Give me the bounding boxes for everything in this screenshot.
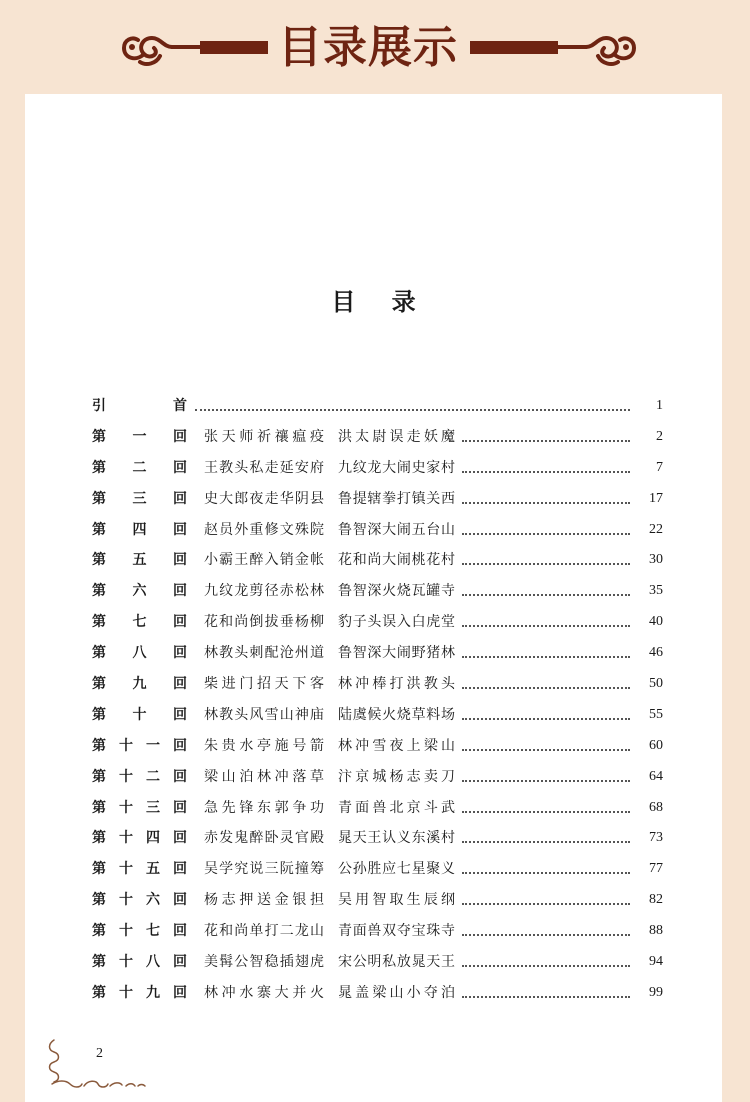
label-char: 第 — [92, 737, 106, 754]
chapter-title-first: 赵员外重修文殊院 — [204, 521, 324, 538]
chapter-title-first: 急先锋东郭争功 — [204, 799, 324, 816]
page-number: 64 — [649, 768, 663, 784]
label-char: 回 — [173, 676, 187, 693]
chapter-title-first: 史大郎夜走华阴县 — [204, 490, 324, 507]
dot-leader — [462, 903, 630, 905]
chapter-title-first: 吴学究说三阮撞筹 — [204, 861, 324, 878]
chapter-title-second: 陆虞候火烧草料场 — [338, 706, 455, 723]
chapter-label — [91, 885, 188, 916]
chapter-label — [91, 916, 188, 947]
label-char: 第 — [92, 490, 106, 507]
label-char: 四 — [146, 830, 160, 847]
label-char: 八 — [132, 645, 147, 662]
label-char: 一 — [132, 428, 147, 445]
chapter-label — [91, 947, 188, 978]
label-char: 第 — [92, 861, 106, 878]
chapter-label — [91, 700, 188, 731]
dot-leader — [462, 811, 630, 813]
dot-leader — [462, 440, 630, 442]
label-char: 第 — [92, 614, 106, 631]
dot-leader — [462, 718, 630, 720]
chapter-title-first: 林教头刺配沧州道 — [204, 645, 324, 662]
banner-bar-left — [200, 41, 268, 54]
chapter-title-second: 青面兽北京斗武 — [338, 799, 455, 816]
label-char: 回 — [173, 923, 187, 940]
label-char: 回 — [173, 737, 187, 754]
page-number: 60 — [649, 737, 663, 753]
chapter-title-first: 林教头风雪山神庙 — [204, 706, 324, 723]
toc-row[interactable] — [91, 700, 671, 731]
label-char: 十 — [119, 861, 133, 878]
label-char: 引 — [92, 398, 106, 414]
chapter-label — [91, 391, 188, 422]
label-char: 第 — [92, 583, 106, 600]
chapter-title-first: 柴进门招天下客 — [204, 676, 324, 693]
page-number: 30 — [649, 552, 663, 568]
swirl-ornament-icon — [40, 1036, 150, 1092]
chapter-label — [91, 515, 188, 546]
chapter-title-second: 鲁智深火烧瓦罐寺 — [338, 583, 455, 600]
page-footer-number: 2 — [96, 1046, 103, 1061]
label-char: 回 — [173, 892, 187, 909]
page-number: 55 — [649, 706, 663, 722]
chapter-title-first: 梁山泊林冲落草 — [204, 768, 324, 785]
chapter-title-second: 吴用智取生辰纲 — [338, 892, 455, 909]
label-char: 回 — [173, 799, 187, 816]
dot-leader — [462, 594, 630, 596]
toc-list — [91, 391, 671, 1009]
dot-leader — [462, 625, 630, 627]
page-number: 35 — [649, 583, 663, 599]
label-char: 四 — [132, 521, 147, 538]
label-char: 十 — [132, 706, 147, 723]
chapter-title-first: 朱贵水亭施号箭 — [204, 737, 324, 754]
page-number: 1 — [656, 398, 663, 413]
label-char: 七 — [146, 923, 160, 940]
label-char: 九 — [132, 676, 147, 693]
chapter-title-first: 花和尚单打二龙山 — [204, 923, 324, 940]
toc-row[interactable] — [91, 484, 671, 515]
toc-row[interactable] — [91, 823, 671, 854]
toc-row[interactable] — [91, 638, 671, 669]
banner-bar-right — [470, 41, 558, 54]
chapter-label — [91, 978, 188, 1009]
dot-leader — [462, 656, 630, 658]
toc-row[interactable] — [91, 545, 671, 576]
chapter-title-second: 豹子头误入白虎堂 — [338, 614, 455, 631]
label-char: 第 — [92, 768, 106, 785]
chapter-title-first: 王教头私走延安府 — [204, 459, 324, 476]
chapter-title-first: 花和尚倒拔垂杨柳 — [204, 614, 324, 631]
cloud-ornament-left-icon — [120, 28, 204, 68]
label-char: 第 — [92, 706, 106, 723]
label-char: 第 — [92, 428, 106, 445]
page-number: 17 — [649, 490, 663, 506]
label-char: 第 — [92, 830, 106, 847]
label-char: 三 — [132, 490, 147, 507]
chapter-title-first: 美髯公智稳插翅虎 — [204, 954, 324, 971]
toc-row[interactable] — [91, 916, 671, 947]
chapter-label — [91, 669, 188, 700]
label-char: 八 — [146, 954, 160, 971]
label-char: 六 — [132, 583, 147, 600]
label-char: 回 — [173, 706, 187, 723]
page-number: 94 — [649, 954, 663, 970]
toc-row[interactable] — [91, 793, 671, 824]
label-char: 回 — [173, 768, 187, 785]
chapter-title-first: 赤发鬼醉卧灵官殿 — [204, 830, 324, 847]
label-char: 回 — [173, 552, 187, 569]
toc-row[interactable] — [91, 731, 671, 762]
label-char: 第 — [92, 799, 106, 816]
label-char: 第 — [92, 459, 106, 476]
label-char: 第 — [92, 676, 106, 693]
toc-row[interactable] — [91, 669, 671, 700]
label-char: 十 — [119, 737, 133, 754]
toc-page — [25, 94, 722, 1102]
page-number: 77 — [649, 861, 663, 877]
page-number: 7 — [656, 459, 663, 475]
label-char: 回 — [173, 614, 187, 631]
label-char: 第 — [92, 984, 106, 1001]
toc-row[interactable] — [91, 885, 671, 916]
chapter-label — [91, 576, 188, 607]
page-number: 50 — [649, 676, 663, 692]
label-char: 十 — [119, 799, 133, 816]
chapter-title-second: 鲁智深大闹五台山 — [338, 521, 455, 538]
dot-leader — [462, 965, 630, 967]
label-char: 回 — [173, 645, 187, 662]
label-char: 二 — [146, 768, 160, 785]
chapter-title-second: 晁天王认义东溪村 — [338, 830, 455, 847]
dot-leader — [462, 563, 630, 565]
label-char: 十 — [119, 923, 133, 940]
dot-leader — [462, 471, 630, 473]
label-char: 第 — [92, 645, 106, 662]
label-char: 十 — [119, 830, 133, 847]
page-number: 40 — [649, 614, 663, 630]
page-number: 99 — [649, 984, 663, 1000]
toc-row[interactable] — [91, 453, 671, 484]
toc-row[interactable] — [91, 854, 671, 885]
label-char: 第 — [92, 954, 106, 971]
toc-row[interactable] — [91, 422, 671, 453]
chapter-title-second: 洪太尉误走妖魔 — [338, 428, 455, 445]
label-char: 回 — [173, 861, 187, 878]
label-char: 六 — [146, 892, 160, 909]
chapter-title-second: 青面兽双夺宝珠寺 — [338, 923, 455, 940]
label-char: 第 — [92, 521, 106, 538]
page-number: 2 — [656, 428, 663, 444]
chapter-title-first: 林冲水寨大并火 — [204, 984, 324, 1001]
toc-row[interactable] — [91, 515, 671, 546]
label-char: 二 — [132, 459, 147, 476]
cloud-ornament-right-icon — [554, 28, 638, 68]
chapter-title-first: 九纹龙剪径赤松林 — [204, 583, 324, 600]
dot-leader — [462, 934, 630, 936]
dot-leader — [462, 996, 630, 998]
dot-leader — [195, 409, 630, 411]
chapter-title-second: 林冲雪夜上梁山 — [338, 737, 455, 754]
label-char: 七 — [132, 614, 147, 631]
chapter-title-second: 汴京城杨志卖刀 — [338, 768, 455, 785]
toc-row[interactable] — [91, 607, 671, 638]
page-number: 46 — [649, 645, 663, 661]
header-banner — [0, 0, 750, 94]
label-char: 三 — [146, 799, 160, 816]
label-char: 十 — [119, 954, 133, 971]
chapter-title-second: 九纹龙大闹史家村 — [338, 459, 455, 476]
chapter-title-first: 张天师祈禳瘟疫 — [204, 428, 324, 445]
dot-leader — [462, 533, 630, 535]
label-char: 五 — [132, 552, 147, 569]
label-char: 第 — [92, 923, 106, 940]
dot-leader — [462, 872, 630, 874]
chapter-title-second: 鲁提辖拳打镇关西 — [338, 490, 455, 507]
label-char: 回 — [173, 583, 187, 600]
page-number: 73 — [649, 830, 663, 846]
chapter-title-second: 公孙胜应七星聚义 — [338, 861, 455, 878]
label-char: 回 — [173, 459, 187, 476]
page-number: 68 — [649, 799, 663, 815]
label-char: 五 — [146, 861, 160, 878]
dot-leader — [462, 780, 630, 782]
label-char: 回 — [173, 521, 187, 538]
chapter-title-first: 杨志押送金银担 — [204, 892, 324, 909]
toc-heading: 目 录 — [331, 287, 430, 316]
page-number: 88 — [649, 923, 663, 939]
toc-row[interactable] — [91, 762, 671, 793]
chapter-title-first: 小霸王醉入销金帐 — [204, 552, 324, 569]
chapter-title-second: 鲁智深大闹野猪林 — [338, 645, 455, 662]
label-char: 十 — [119, 984, 133, 1001]
label-char: 九 — [146, 984, 160, 1001]
label-char: 首 — [173, 398, 187, 414]
chapter-title-second: 晁盖梁山小夺泊 — [338, 984, 455, 1001]
dot-leader — [462, 841, 630, 843]
label-char: 第 — [92, 892, 106, 909]
label-char: 回 — [173, 490, 187, 507]
chapter-label — [91, 762, 188, 793]
page-number: 82 — [649, 892, 663, 908]
chapter-label — [91, 607, 188, 638]
label-char: 回 — [173, 954, 187, 971]
chapter-label — [91, 854, 188, 885]
label-char: 回 — [173, 984, 187, 1001]
label-char: 一 — [146, 737, 160, 754]
dot-leader — [462, 749, 630, 751]
label-char: 十 — [119, 768, 133, 785]
chapter-label — [91, 793, 188, 824]
chapter-label — [91, 422, 188, 453]
chapter-label — [91, 823, 188, 854]
chapter-title-second: 林冲棒打洪教头 — [338, 676, 455, 693]
page-number: 22 — [649, 521, 663, 537]
toc-row[interactable] — [91, 576, 671, 607]
label-char: 十 — [119, 892, 133, 909]
chapter-title-second: 宋公明私放晁天王 — [338, 954, 455, 971]
chapter-label — [91, 731, 188, 762]
toc-row[interactable] — [91, 947, 671, 978]
chapter-label — [91, 638, 188, 669]
toc-row[interactable] — [91, 978, 671, 1009]
banner-title: 目录展示 — [278, 22, 458, 73]
dot-leader — [462, 687, 630, 689]
label-char: 第 — [92, 552, 106, 569]
chapter-label — [91, 484, 188, 515]
chapter-label — [91, 453, 188, 484]
chapter-title-second: 花和尚大闹桃花村 — [338, 552, 455, 569]
toc-row-prologue[interactable] — [91, 391, 671, 422]
label-char: 回 — [173, 428, 187, 445]
label-char: 回 — [173, 830, 187, 847]
dot-leader — [462, 502, 630, 504]
chapter-label — [91, 545, 188, 576]
